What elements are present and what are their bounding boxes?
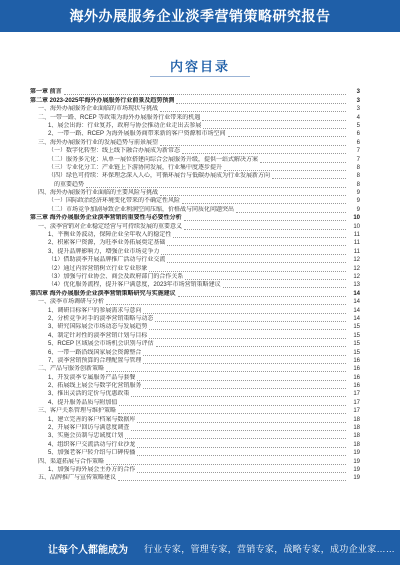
- toc-entry-page: 16: [353, 383, 360, 390]
- toc-entry[interactable]: [30, 180, 360, 188]
- toc-entry[interactable]: [30, 432, 360, 440]
- toc-entry-page: 7: [356, 148, 360, 155]
- toc-entry[interactable]: [30, 390, 360, 398]
- toc-entry-page: 6: [356, 131, 360, 138]
- toc-entry-title: 1、展会出海：行业复苏，政府与协会推动企业走出去参展: [48, 122, 202, 129]
- toc-entry[interactable]: [30, 256, 360, 264]
- toc-entry-title: （三）专业化分工：产业链上下游协同发展，行业集中度逐步提升: [48, 164, 223, 171]
- toc-entry-page: 4: [356, 114, 360, 121]
- toc-entry[interactable]: [30, 449, 360, 457]
- toc-entry[interactable]: [30, 105, 360, 113]
- toc-leader-dots: [137, 472, 346, 473]
- toc-leader-dots: [202, 120, 346, 121]
- toc-entry-page: 11: [353, 232, 360, 239]
- toc-leader-dots: [176, 103, 346, 104]
- toc-entry[interactable]: [30, 357, 360, 365]
- toc-entry-page: 12: [353, 257, 360, 264]
- toc-entry-page: 17: [353, 391, 360, 398]
- toc-entry-title: 7、淡季营销预算的合理配置与管理: [48, 357, 142, 364]
- toc-leader-dots: [125, 438, 346, 439]
- toc-leader-dots: [182, 203, 346, 204]
- toc-entry[interactable]: [30, 205, 360, 213]
- toc-entry-title: 四、海外办展服务行业面临的主要风险与挑战: [38, 190, 159, 197]
- toc-entry[interactable]: [30, 474, 360, 482]
- toc-entry-page: 8: [356, 181, 360, 188]
- toc-entry-title: 第一章 前言: [30, 89, 62, 96]
- toc-leader-dots: [184, 220, 346, 221]
- toc-entry-title: 3、提升品牌影响力，增强企业市场竞争力: [48, 248, 160, 255]
- toc-entry-page: 7: [356, 156, 360, 163]
- report-header: [0, 0, 400, 32]
- toc-entry-page: 16: [353, 374, 360, 381]
- report-footer: [0, 532, 400, 565]
- toc-entry-title: 的重要趋势: [54, 181, 85, 188]
- toc-leader-dots: [149, 338, 346, 339]
- toc-entry-title: 3、实施会员制与忠诚度计划: [48, 433, 124, 440]
- toc-entry[interactable]: [30, 88, 360, 96]
- toc-entry-title: 5、RCEP 区域展会市场机会识别与评估: [48, 341, 154, 348]
- toc-entry-title: 三、客户关系管理与维护策略: [38, 408, 117, 415]
- toc-entry-title: 1、调研目标客户的参展需求与意向: [48, 307, 142, 314]
- toc-entry-title: 4、提升服务品质与附加值: [48, 399, 118, 406]
- toc-entry-page: 10: [353, 223, 360, 230]
- toc-entry-title: （3）加强与行业协会、商会及政府部门的合作关系: [48, 273, 184, 280]
- toc-entry-page: 3: [356, 106, 360, 113]
- toc-entry[interactable]: [30, 222, 360, 230]
- toc-entry[interactable]: [30, 281, 360, 289]
- toc-leader-dots: [155, 321, 346, 322]
- toc-entry-title: 2、分析竞争对手的淡季营销策略与动态: [48, 315, 154, 322]
- toc-leader-dots: [173, 237, 346, 238]
- toc-entry-page: 13: [353, 282, 360, 289]
- toc-entry[interactable]: [30, 289, 360, 297]
- toc-entry[interactable]: [30, 407, 360, 415]
- footer-slogan: 让每个人都能成为: [48, 545, 128, 556]
- toc-leader-dots: [236, 212, 346, 213]
- toc-entry-title: 三、海外办展服务行业的发展趋势与前景展望: [38, 139, 159, 146]
- toc-entry-page: 19: [353, 466, 360, 473]
- toc-leader-dots: [143, 313, 346, 314]
- toc-entry-page: 14: [353, 307, 360, 314]
- toc-entry-title: 一、淡季营销对企业稳定经营与可持续发展的重要意义: [38, 223, 183, 230]
- toc-heading: 内容目录: [169, 59, 230, 74]
- toc-entry-title: （4）优化服务流程，提升客户满意度，2023年市场营销策略建议: [48, 282, 221, 289]
- toc-entry-page: 12: [353, 265, 360, 272]
- toc-leader-dots: [260, 162, 346, 163]
- toc-entry[interactable]: [30, 373, 360, 381]
- toc-entry[interactable]: [30, 398, 360, 406]
- toc-leader-dots: [131, 430, 346, 431]
- toc-entry[interactable]: [30, 298, 360, 306]
- toc-entry[interactable]: [30, 273, 360, 281]
- toc-entry-title: 3、推出灵活的定价与优惠政策: [48, 391, 130, 398]
- toc-entry-page: 19: [353, 450, 360, 457]
- toc-leader-dots: [149, 329, 346, 330]
- toc-entry-page: 18: [353, 441, 360, 448]
- toc-entry[interactable]: [30, 365, 360, 373]
- toc-leader-dots: [160, 111, 346, 112]
- toc-entry-page: 17: [353, 408, 360, 415]
- toc-entry[interactable]: [30, 323, 360, 331]
- toc-leader-dots: [106, 304, 346, 305]
- toc-entry[interactable]: [30, 440, 360, 448]
- toc-leader-dots: [167, 262, 346, 263]
- toc-entry-page: 18: [353, 416, 360, 423]
- toc-leader-dots: [223, 287, 346, 288]
- toc-leader-dots: [272, 178, 346, 179]
- toc-leader-dots: [64, 94, 346, 95]
- toc-entry-page: 14: [353, 315, 360, 322]
- toc-entry-title: 第三章 海外办展服务企业淡季营销的重要性与必要性分析: [30, 215, 182, 222]
- toc-entry-page: 3: [356, 97, 360, 104]
- toc-entry-page: 8: [356, 164, 360, 171]
- toc-entry-title: 1、平衡业务波动，保障企业全年收入的稳定性: [48, 232, 172, 239]
- toc-entry[interactable]: [30, 340, 360, 348]
- toc-entry-title: 二、一带一路、RCEP 等政策为海外办展服务行业带来的机遇: [38, 114, 201, 121]
- toc-entry[interactable]: [30, 247, 360, 255]
- toc-entry-title: 一、淡季市场调研与分析: [38, 299, 105, 306]
- toc-entry-page: 11: [353, 240, 360, 247]
- toc-entry[interactable]: [30, 457, 360, 465]
- toc-entry-page: 10: [353, 215, 360, 222]
- toc-leader-dots: [137, 455, 346, 456]
- toc-entry-title: 1、建立完善的客户档案与数据库: [48, 416, 136, 423]
- toc-entry[interactable]: [30, 113, 360, 121]
- toc-entry-page: 6: [356, 139, 360, 146]
- toc-entry-title: （二）市场竞争加剧导致企业利润空间压缩，价格战与同质化问题突出: [48, 206, 235, 213]
- toc-entry[interactable]: [30, 382, 360, 390]
- toc-entry-title: （1）借助淡季开展品牌推广活动与行业交流: [48, 257, 166, 264]
- toc-entry-page: 19: [353, 475, 360, 482]
- toc-entry-page: 8: [356, 173, 360, 180]
- toc-entry[interactable]: [30, 306, 360, 314]
- toc-entry-page: 18: [353, 433, 360, 440]
- toc-entry[interactable]: [30, 466, 360, 474]
- table-of-contents: [30, 88, 360, 482]
- toc-leader-dots: [228, 136, 346, 137]
- toc-entry[interactable]: [30, 415, 360, 423]
- toc-entry-title: 一、海外办展服务企业面临的市场现状与挑战: [38, 106, 159, 113]
- toc-leader-dots: [224, 170, 346, 171]
- toc-entry-title: 4、组织客户交流活动与行业沙龙: [48, 441, 136, 448]
- toc-entry-title: 6、一带一路沿线国家展会资源整合: [48, 349, 142, 356]
- toc-entry-page: 9: [356, 190, 360, 197]
- toc-entry[interactable]: [30, 155, 360, 163]
- toc-entry-page: 15: [353, 324, 360, 331]
- toc-entry[interactable]: [30, 147, 360, 155]
- toc-entry-page: 16: [353, 357, 360, 364]
- toc-leader-dots: [160, 145, 346, 146]
- toc-entry[interactable]: [30, 331, 360, 339]
- toc-leader-dots: [143, 388, 346, 389]
- toc-entry-title: 2、一带一路、RCEP 为海外展服务商带来新的客户资源和市场空间: [48, 131, 226, 138]
- toc-entry-title: （四）绿色可持续：环保理念深入人心，可循环展台与低碳办展成为行业发展新方向: [48, 173, 271, 180]
- toc-entry-page: 16: [353, 366, 360, 373]
- toc-leader-dots: [160, 195, 346, 196]
- toc-entry[interactable]: [30, 348, 360, 356]
- toc-entry-title: 2、积累客户资源，为旺季业务拓展奠定基础: [48, 240, 166, 247]
- toc-leader-dots: [106, 464, 346, 465]
- toc-leader-dots: [203, 128, 346, 129]
- toc-entry[interactable]: [30, 239, 360, 247]
- toc-entry[interactable]: [30, 96, 360, 104]
- toc-leader-dots: [131, 396, 346, 397]
- toc-leader-dots: [137, 447, 346, 448]
- toc-entry-title: 2、拓展线上展会与数字化营销服务: [48, 383, 142, 390]
- toc-entry-title: 4、制定针对性的淡季营销计划与目标: [48, 332, 148, 339]
- toc-entry-title: 二、产品与服务创新策略: [38, 366, 105, 373]
- toc-entry-page: 9: [356, 198, 360, 205]
- toc-entry-title: 四、渠道拓展与合作策略: [38, 458, 105, 465]
- toc-entry[interactable]: [30, 164, 360, 172]
- toc-entry-page: 18: [353, 425, 360, 432]
- toc-entry-page: 17: [353, 399, 360, 406]
- toc-entry-page: 14: [353, 290, 360, 297]
- toc-leader-dots: [178, 296, 346, 297]
- toc-entry-page: 5: [356, 122, 360, 129]
- toc-leader-dots: [167, 245, 346, 246]
- toc-leader-dots: [143, 355, 346, 356]
- toc-entry-title: 5、加强老客户转介绍与口碑传播: [48, 450, 136, 457]
- toc-entry[interactable]: [30, 231, 360, 239]
- toc-leader-dots: [137, 380, 346, 381]
- footer-tags: 行业专家，管理专家，营销专家，战略专家，成功企业家……: [144, 544, 396, 554]
- toc-entry[interactable]: [30, 214, 360, 222]
- toc-leader-dots: [182, 153, 346, 154]
- toc-leader-dots: [161, 254, 346, 255]
- toc-leader-dots: [118, 413, 346, 414]
- toc-leader-dots: [86, 187, 346, 188]
- toc-entry-title: 第二章 2023-2025年海外办展服务行业前景及趋势预测: [30, 97, 175, 104]
- toc-entry-title: 1、加强与海外展会主办方的合作: [48, 466, 136, 473]
- toc-entry-title: 第四章 海外办展服务企业淡季营销策略研究与实施建议: [30, 290, 176, 297]
- toc-entry-title: 1、开发淡季专属服务产品与套餐: [48, 374, 136, 381]
- toc-leader-dots: [184, 229, 346, 230]
- toc-entry-page: 19: [353, 458, 360, 465]
- toc-entry-page: 12: [353, 273, 360, 280]
- toc-entry-page: 3: [356, 89, 360, 96]
- toc-entry-title: 3、研究国际展会市场动态与发展趋势: [48, 324, 148, 331]
- toc-entry[interactable]: [30, 138, 360, 146]
- toc-entry-page: 15: [353, 349, 360, 356]
- toc-entry[interactable]: [30, 130, 360, 138]
- report-title: 海外办展服务企业淡季营销策略研究报告: [69, 8, 331, 24]
- toc-entry[interactable]: [30, 424, 360, 432]
- toc-entry-title: （2）通过内容营销树立行业专业形象: [48, 265, 148, 272]
- toc-leader-dots: [143, 363, 346, 364]
- toc-leader-dots: [149, 271, 346, 272]
- toc-entry[interactable]: [30, 264, 360, 272]
- toc-leader-dots: [119, 405, 346, 406]
- toc-entry-title: 五、品牌推广与宣传策略建议: [38, 475, 117, 482]
- toc-leader-dots: [106, 371, 346, 372]
- toc-entry-page: 9: [356, 206, 360, 213]
- toc-entry-page: 11: [353, 248, 360, 255]
- toc-entry-title: 2、开展客户回访与满意度调查: [48, 425, 130, 432]
- toc-entry[interactable]: [30, 172, 360, 180]
- toc-entry-page: 15: [353, 332, 360, 339]
- toc-leader-dots: [118, 480, 346, 481]
- toc-entry-title: （一）国际政治经济环境变化带来的不确定性风险: [48, 198, 181, 205]
- toc-leader-dots: [156, 346, 346, 347]
- toc-leader-dots: [185, 279, 346, 280]
- toc-entry[interactable]: [30, 197, 360, 205]
- toc-entry[interactable]: [30, 122, 360, 130]
- toc-entry-page: 15: [353, 341, 360, 348]
- toc-entry[interactable]: [30, 189, 360, 197]
- toc-entry-page: 14: [353, 299, 360, 306]
- toc-leader-dots: [137, 422, 346, 423]
- toc-entry[interactable]: [30, 315, 360, 323]
- toc-entry-title: （一）数字化转型：线上线下融合办展成为新常态: [48, 148, 181, 155]
- toc-entry-title: （二）服务多元化：从单一展位搭建向综合会展服务升级，提供一站式解决方案: [48, 156, 259, 163]
- toc-heading-divider: [150, 76, 250, 77]
